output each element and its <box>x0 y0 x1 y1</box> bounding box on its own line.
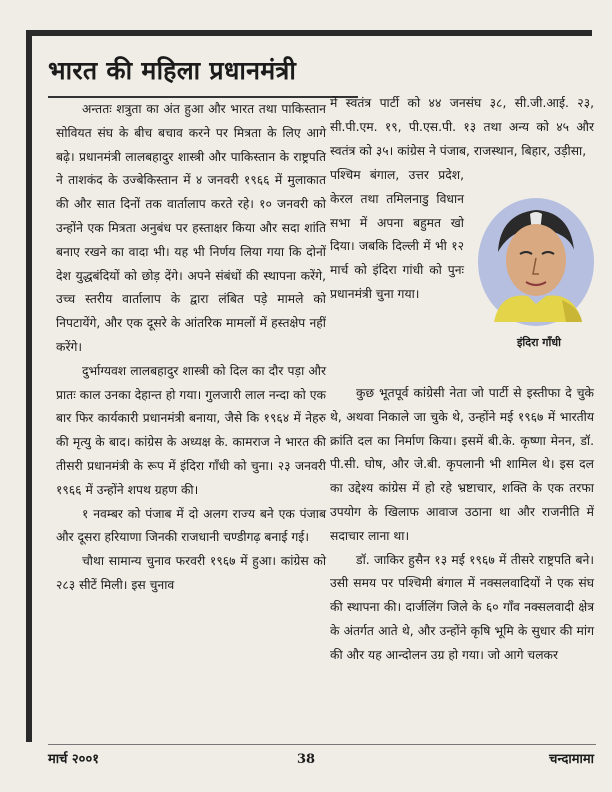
paragraph: अन्ततः शत्रुता का अंत हुआ और भारत तथा पाकिस्तान सोवियत संघ के बीच बचाव करने पर मित्रता के लिए आगे बढ़े। प्रधानमंत्री लालबहादुर शास्त्री और पाकिस्तान के राष्ट्रपति ने ताशकंद के उज्बेकिस्तान में ४ जनवरी १९६६ में मुलाकात की और सात दिनों तक वार्तालाप करते रहे। १० जनवरी को उन्होंने एक मित्रता अनुबंध पर हस्ताक्षर किया और सदा शांति बनाए रखने का वादा भी। यह भी निर्णय लिया गया कि दोनों देश युद्धबंदियों को छोड़ देंगे। अपने संबंधों की स्थापना करेंगे, उच्च स्तरीय वार्तालाप के द्वारा लंबित पड़े मामले को निपटायेंगे, और एक दूसरे के आंतरिक मामलों में हस्तक्षेप नहीं करेंगे। <box>56 102 326 354</box>
magazine-name: चन्दामामा <box>549 752 594 767</box>
paragraph: दुर्भाग्यवश लालबहादुर शास्त्री को दिल का दौर पड़ा और प्रातः काल उनका देहान्त हो गया। गुलजारी लाल नन्दा को एक बार फिर कार्यकारी प्रधानमंत्री बनाया, जैसे कि १९६४ में नेहरु की मृत्यु के बाद। कांग्रेस के अध्यक्ष के. कामराज ने भारत की तीसरी प्रधानमंत्री के रूप में इंदिरा गाँधी को चुना। २३ जनवरी १९६६ में उन्होंने शपथ ग्रहण की। <box>56 363 326 497</box>
right-column-wrap <box>330 164 464 307</box>
paragraph: चौथा सामान्य चुनाव फरवरी १९६७ में हुआ। कांग्रेस को २८३ सीटें मिली। इस चुनाव <box>56 554 326 592</box>
paragraph: कुछ भूतपूर्व कांग्रेसी नेता जो पार्टी से इस्तीफा दे चुके थे, अथवा निकाले जा चुके थे, उन्होंने मई १९६७ में भारतीय क्रांति दल का निर्माण किया। इसमें बी.के. कृष्णा मेनन, डॉ. पी.सी. घोष, और जे.बी. कृपलानी भी शामिल थे। इस दल का उद्देश्य कांग्रेस में हो रहे भ्रष्टाचार, शक्ति के एक तरफा उपयोग के खिलाफ आवाज उठाना था और राजनीति में सदाचार लाना था। <box>330 386 594 543</box>
footer-divider <box>48 744 596 745</box>
paragraph: डॉ. जाकिर हुसैन १३ मई १९६७ में तीसरे राष्ट्रपति बने। उसी समय पर पश्चिमी बंगाल में नक्सलवादियों ने एक संघ की स्थापना की। दार्जलिंग जिले के ६० गाँव नक्सलवादी क्षेत्र के अंतर्गत आते थे, और उन्होंने कृषि भूमि के सुधार की मांग की और यह आन्दोलन उग्र हो गया। जो आगे चलकर <box>330 552 594 662</box>
indira-gandhi-portrait <box>470 192 598 332</box>
right-column-top <box>330 92 594 163</box>
frame-top-border <box>26 30 592 36</box>
paragraph-continued: में स्वतंत्र पार्टी को ४४ जनसंघ ३८, सी.जी.आई. २३, सी.पी.एम. १९, पी.एस.पी. १३ तथा अन्य को ४५ और स्वतंत्र को ३५। कांग्रेस ने पंजाब, राजस्थान, बिहार, उड़ीसा, <box>330 96 594 158</box>
right-column-bottom <box>330 382 594 668</box>
paragraph-wrap: पश्चिम बंगाल, उत्तर प्रदेश, केरल तथा तमिलनाडु विधान सभा में अपना बहुमत खो दिया। जबकि दिल्ली में भी १२ मार्च को इंदिरा गांधी को पुनः प्रधानमंत्री चुना गया। <box>330 168 464 301</box>
article-title: भारत की महिला प्रधानमंत्री <box>48 56 297 85</box>
portrait-caption: इंदिरा गाँधी <box>517 336 561 349</box>
footer-issue-date: मार्च २००१ <box>48 752 99 767</box>
frame-left-border <box>26 30 32 742</box>
paragraph: १ नवम्बर को पंजाब में दो अलग राज्य बने एक पंजाब और दूसरा हरियाणा जिनकी राजधानी चण्डीगढ़ बनाई गई। <box>56 506 326 545</box>
left-column <box>56 98 326 698</box>
page-number: 38 <box>296 752 316 767</box>
